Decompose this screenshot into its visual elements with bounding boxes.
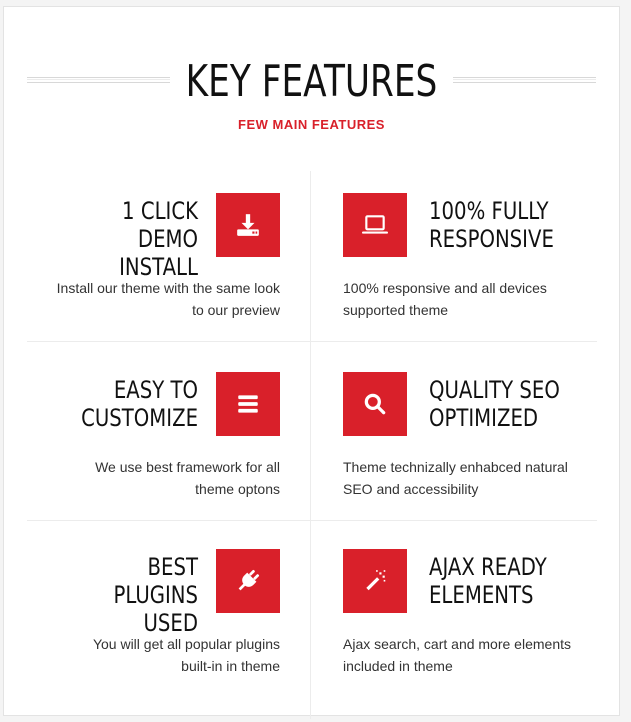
feature-icon-box <box>216 372 280 436</box>
feature-plugins <box>24 549 324 709</box>
laptop-icon <box>362 212 388 238</box>
feature-description: We use best framework for all theme optons <box>95 459 280 497</box>
feature-title: BEST PLUGINS USED <box>113 553 198 637</box>
feature-title: AJAX READY ELEMENTS <box>429 553 547 609</box>
magic-wand-icon <box>362 568 388 594</box>
download-icon <box>235 212 261 238</box>
feature-icon-box <box>343 372 407 436</box>
feature-ajax <box>343 549 631 709</box>
feature-icon-box <box>216 193 280 257</box>
feature-description: 100% responsive and all devices supported theme <box>343 280 547 318</box>
feature-icon-box <box>216 549 280 613</box>
feature-title: 1 CLICK DEMO INSTALL <box>119 197 198 281</box>
feature-description: Install our theme with the same look to our preview <box>56 280 280 318</box>
feature-description: Ajax search, cart and more elements included in theme <box>343 636 571 674</box>
feature-title: QUALITY SEO OPTIMIZED <box>429 376 560 432</box>
section-subtitle: FEW MAIN FEATURES <box>238 117 385 132</box>
menu-icon <box>235 391 261 417</box>
feature-title: EASY TO CUSTOMIZE <box>81 376 198 432</box>
feature-icon-box <box>343 549 407 613</box>
search-icon <box>362 391 388 417</box>
feature-title: 100% FULLY RESPONSIVE <box>429 197 554 253</box>
section-header <box>4 7 619 157</box>
section-title: KEY FEATURES <box>185 56 438 107</box>
plug-icon <box>235 568 261 594</box>
feature-demo-install <box>24 193 324 353</box>
feature-icon-box <box>343 193 407 257</box>
feature-seo <box>343 372 631 532</box>
feature-customize <box>24 372 324 532</box>
feature-description: You will get all popular plugins built-in in theme <box>92 636 280 674</box>
feature-description: Theme technizally enhabced natural SEO and accessibility <box>343 459 568 497</box>
key-features-panel <box>3 6 620 716</box>
feature-responsive <box>343 193 631 353</box>
